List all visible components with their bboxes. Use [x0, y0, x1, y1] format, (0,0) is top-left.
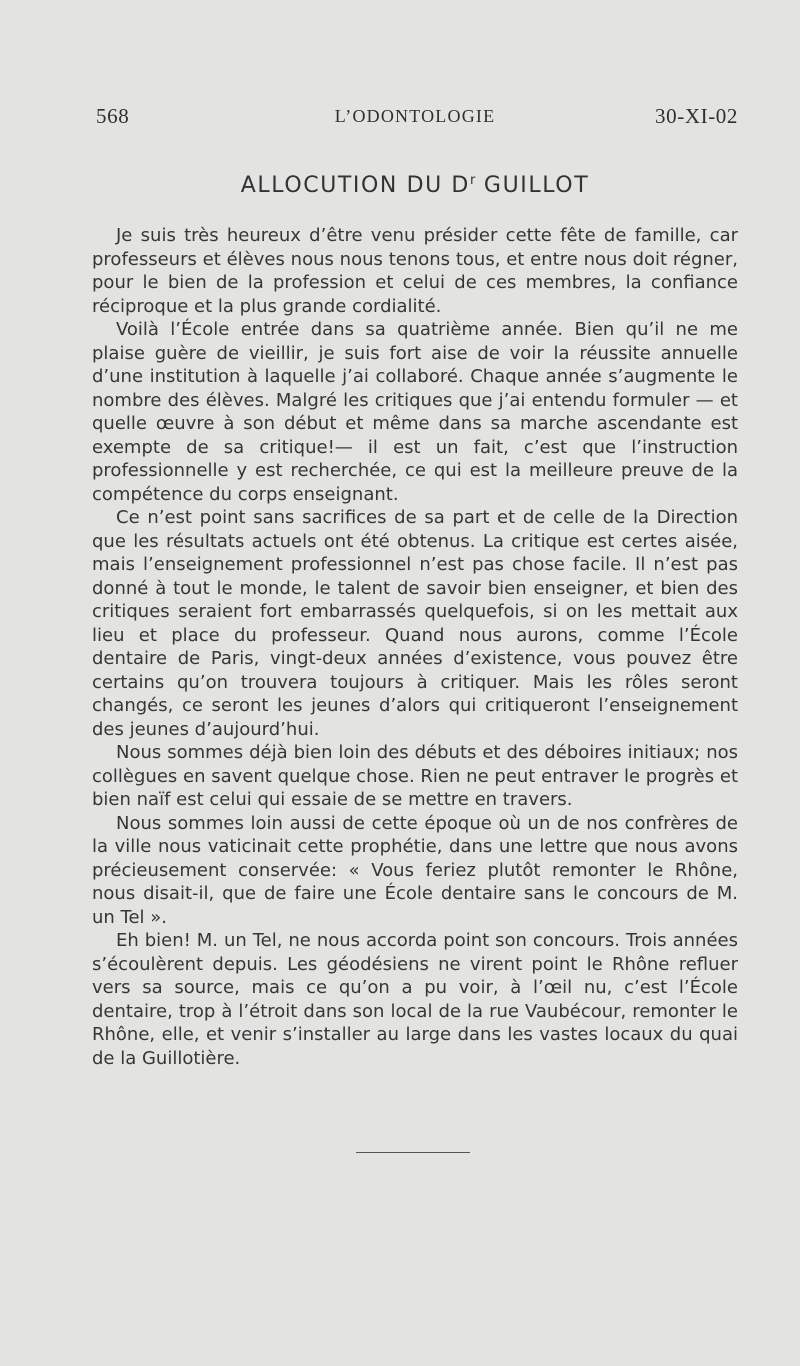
paragraph: Eh bien! M. un Tel, ne nous accorda point son concours. Trois années s’écoulèrent depuis. Les géodésiens ne virent point le Rhône refluer vers sa source, mais ce qu’on a pu voir, à l’œil nu, c’est l’École dentaire, trop à l’étroit dans son local de la rue Vaubécour, remonter le Rhône, elle, et venir s’installer au large dans les vastes locaux du quai de la Guillotière. [92, 930, 738, 1069]
paragraph: Nous sommes loin aussi de cette époque où un de nos confrères de la ville nous vaticinait cette prophétie, dans une lettre que nous avons précieusement conservée: « Vous feriez plutôt remonter le Rhône, nous disait-il, que de faire une École dentaire sans le concours de M. un Tel ». [92, 812, 738, 928]
article-title [92, 173, 738, 198]
page-number: 568 [96, 104, 130, 128]
issue-date: 30-XI-02 [655, 104, 738, 128]
title-name: GUILLOT [475, 173, 590, 198]
title-superscript: r [469, 173, 476, 188]
paragraph: Voilà l’École entrée dans sa quatrième année. Bien qu’il ne me plaise guère de vieillir, je suis fort aise de voir la réussite annuelle d’une institution à laquelle j’ai collaboré. Chaque année s’augmente le nombre des élèves. Malgré les critiques que j’ai entendu formuler — et quelle œuvre à son début et même dans sa marche ascendante est exempte de sa critique!— il est un fait, c’est que l’instruction professionnelle y est recherchée, ce qui est la meilleure preuve de la compétence du corps enseignant. [92, 319, 738, 505]
title-main: ALLOCUTION DU D [240, 173, 470, 198]
running-header [92, 104, 738, 134]
paragraph: Je suis très heureux d’être venu présider cette fête de famille, car professeurs et élèves nous nous tenons tous, et entre nous doit régner, pour le bien de la profession et celui de ces membres, la confiance réciproque et la plus grande cordialité. [92, 225, 738, 317]
paragraph: Ce n’est point sans sacrifices de sa part et de celle de la Direction que les résultats actuels ont été obtenus. La critique est certes aisée, mais l’enseignement professionnel n’est pas chose facile. Il n’est pas donné à tout le monde, le talent de savoir bien enseigner, et bien des critiques seraient fort embarrassés quelquefois, si on les mettait aux lieu et place du professeur. Quand nous aurons, comme l’École dentaire de Paris, vingt-deux années d’existence, vous pouvez être certains qu’on trouvera toujours à critiquer. Mais les rôles seront changés, ce seront les jeunes d’alors qui critiqueront l’enseignement des jeunes d’aujourd’hui. [92, 507, 738, 740]
section-end-rule [356, 1152, 470, 1153]
article-body [92, 224, 738, 1070]
paragraph: Nous sommes déjà bien loin des débuts et des déboires initiaux; nos collègues en savent quelque chose. Rien ne peut entraver le progrès et bien naïf est celui qui essaie de se mettre en travers. [92, 742, 738, 810]
journal-title: L’ODONTOLOGIE [334, 106, 496, 126]
